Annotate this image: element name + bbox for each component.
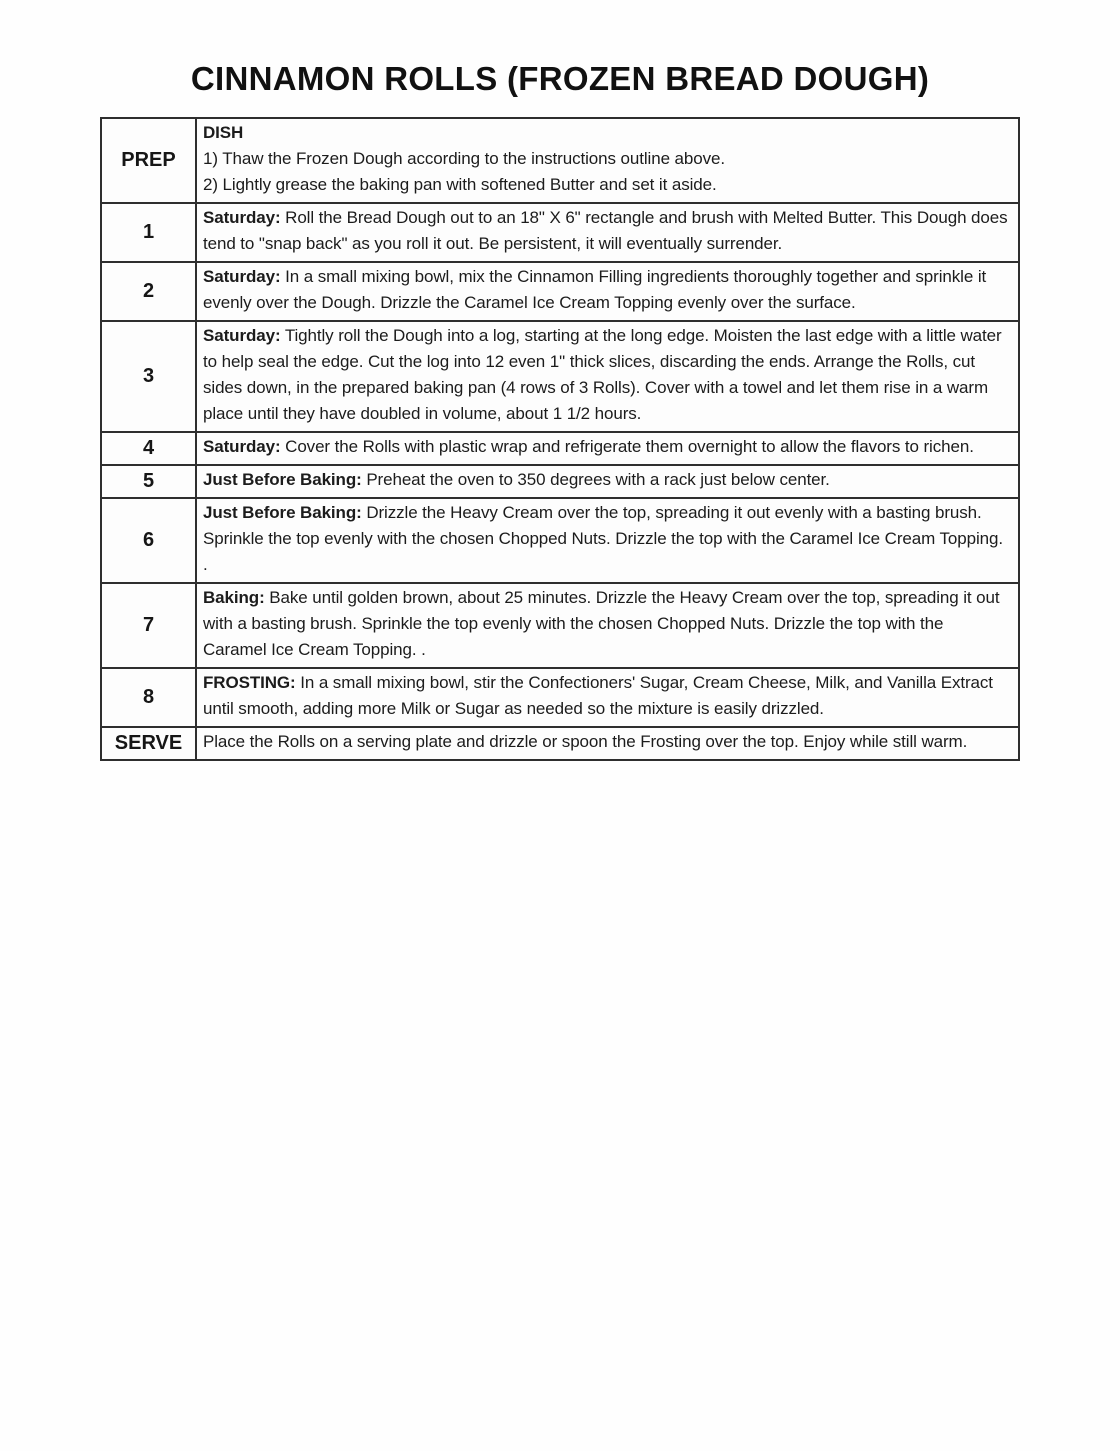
table-row-4 [102,433,1018,466]
step-content [197,584,1018,667]
step-label: SERVE [102,728,197,759]
step-prefix: Saturday: [203,267,281,286]
step-content [197,263,1018,320]
step-prefix: FROSTING: [203,673,296,692]
step-text: Tightly roll the Dough into a log, starting at the long edge. Moisten the last edge with a little water to help seal the edge. Cut the log into 12 even 1" thick slices, discarding the ends. Arrange the Rolls, cut sides down, in the prepared baking pan (4 rows of 3 Rolls). Cover with a towel and let them rise in a warm place until they have doubled in volume, about 1 1/2 hours. [203,326,1002,423]
step-content [197,669,1018,726]
step-prefix: Saturday: [203,326,281,345]
step-text: Cover the Rolls with plastic wrap and refrigerate them overnight to allow the flavors to richen. [285,437,974,456]
table-row-5 [102,466,1018,499]
table-row-8 [102,669,1018,728]
step-label: 1 [102,204,197,261]
step-content [197,204,1018,261]
table-row-2 [102,263,1018,322]
step-text: In a small mixing bowl, stir the Confectioners' Sugar, Cream Cheese, Milk, and Vanilla Extract until smooth, adding more Milk or Sugar as needed so the mixture is easily drizzled. [203,673,993,718]
step-prefix: Just Before Baking: [203,470,362,489]
step-prefix: Just Before Baking: [203,503,362,522]
table-row-7 [102,584,1018,669]
step-label: 3 [102,322,197,431]
step-text-line: 2) Lightly grease the baking pan with softened Butter and set it aside. [203,175,717,194]
step-content [197,728,1018,759]
step-prefix: Saturday: [203,208,281,227]
step-content [197,433,1018,464]
table-row-serve [102,728,1018,759]
table-row-1 [102,204,1018,263]
step-text: Preheat the oven to 350 degrees with a rack just below center. [366,470,830,489]
step-text: Roll the Bread Dough out to an 18" X 6" rectangle and brush with Melted Butter. This Dough does tend to "snap back" as you roll it out. Be persistent, it will eventually surrender. [203,208,1008,253]
step-content [197,499,1018,582]
step-label: 5 [102,466,197,497]
recipe-steps-table [100,117,1020,761]
step-prefix: Baking: [203,588,265,607]
step-label: 7 [102,584,197,667]
table-row-3 [102,322,1018,433]
step-text: Drizzle the Heavy Cream over the top, spreading it out evenly with a basting brush. Sprinkle the top evenly with the chosen Chopped Nuts. Drizzle the top with the Caramel Ice Cream Topping. . [203,503,1003,574]
step-label: PREP [102,119,197,202]
step-label: 6 [102,499,197,582]
step-prefix: DISH [203,123,244,142]
step-label: 8 [102,669,197,726]
step-label: 2 [102,263,197,320]
step-content [197,466,1018,497]
table-row-prep [102,119,1018,204]
step-label: 4 [102,433,197,464]
step-content [197,322,1018,431]
step-text: In a small mixing bowl, mix the Cinnamon Filling ingredients thoroughly together and sprinkle it evenly over the Dough. Drizzle the Caramel Ice Cream Topping evenly over the surface. [203,267,987,312]
step-content [197,119,1018,202]
step-text: Place the Rolls on a serving plate and drizzle or spoon the Frosting over the top. Enjoy while still warm. [203,732,968,751]
step-text: Bake until golden brown, about 25 minutes. Drizzle the Heavy Cream over the top, spreading it out with a basting brush. Sprinkle the top evenly with the chosen Chopped Nuts. Drizzle the top with the Caramel Ice Cream Topping. . [203,588,1000,659]
step-text-line: 1) Thaw the Frozen Dough according to the instructions outline above. [203,149,725,168]
step-prefix: Saturday: [203,437,281,456]
page-title: CINNAMON ROLLS (FROZEN BREAD DOUGH) [190,60,930,97]
table-row-6 [102,499,1018,584]
